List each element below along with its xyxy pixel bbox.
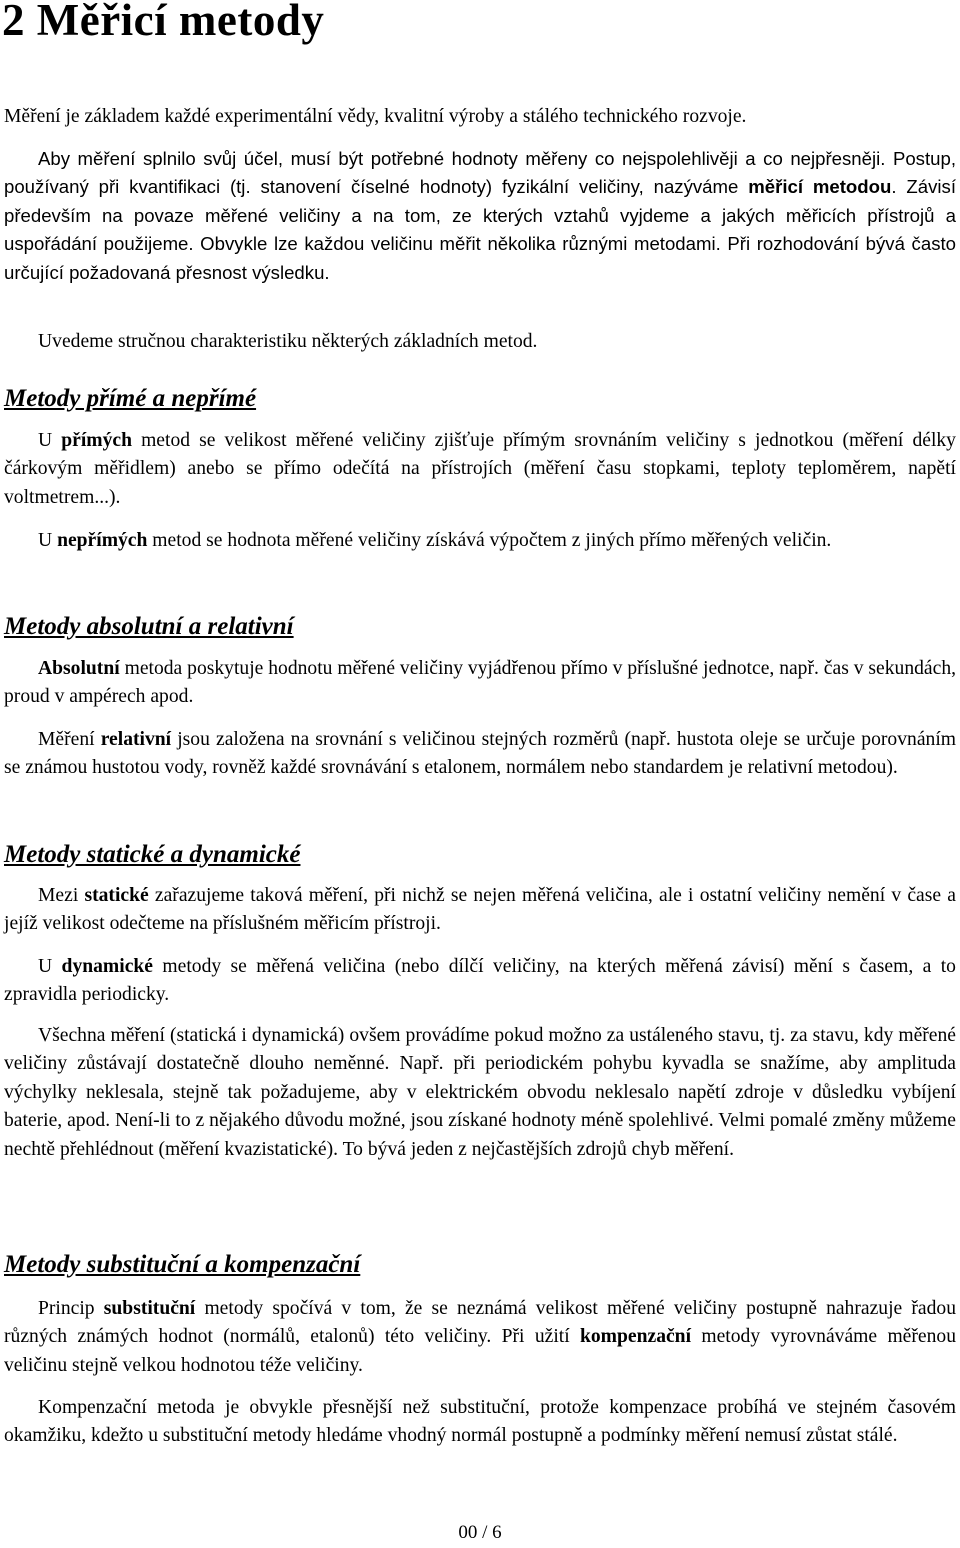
heading-substitution-compensation: Metody substituční a kompenzační xyxy=(4,1251,361,1278)
text: Všechna měření (statická i dynamická) ovšem provádíme pokud možno za ustáleného stavu, tj. za stavu, kdy měřené veličiny zůstávají dostatečně dlouho neměnné. Např. při periodickém pohybu kyvadla se snažíme, aby amplituda výchylky neklesala, stejně tak požadujeme, aby v elektrickém obvodu neklesalo napětí zdroje v důsledku vybíjení baterie, apod. Není-li to z nějakého důvodu možné, jsou získané hodnoty méně spolehlivé. Velmi pomalé změny můžeme nechtě přehlédnout (měření kvazistatické). To bývá jeden z nejčastějších zdrojů chyb měření. xyxy=(4,1025,956,1160)
intro-text: Aby měření splnilo svůj účel, musí být potřebné hodnoty měřeny co nejspolehlivěji a co nejpřesněji. Postup, používaný při kvantifikaci (tj. stanovení číselné hodnoty) fyzikální veličiny, nazýváme xyxy=(4,148,956,198)
intro-paragraph-2 xyxy=(4,145,956,287)
text: Kompenzační metoda je obvykle přesnější než substituční, protože kompenzace probíhá ve stejném časovém okamžiku, kdežto u substituční metody hledáme vhodný normál postupně a podmínky měření nemusí zůstat stálé. xyxy=(4,1397,956,1447)
text: Měření xyxy=(38,729,101,750)
intro-text: . Závisí především na povaze měřené veličiny a na tom, ze kterých vztahů vyjdeme a jakých měřicích přístrojů a uspořádání použijeme. Obvykle lze každou veličinu měřit několika různými metodami. Při rozhodování bývá často určující požadovaná přesnost výsledku. xyxy=(4,176,956,283)
text: U xyxy=(38,956,62,977)
term-indirect: nepřímých xyxy=(57,530,148,551)
intro-paragraph-1 xyxy=(4,103,956,131)
text: metod se velikost měřené veličiny zjišťuje přímým srovnáním veličiny s jednotkou (měření délky čárkovým měřidlem) anebo se přímo odečítá na přístrojích (měření času stopkami, teploty teploměrem, napětí voltmetrem...). xyxy=(4,430,956,508)
term-dynamic: dynamické xyxy=(61,956,153,977)
paragraph-indirect xyxy=(4,527,956,555)
paragraph-dynamic xyxy=(4,953,956,1010)
term-relative: relativní xyxy=(100,729,172,750)
term-compensation: kompenzační xyxy=(579,1326,692,1348)
page-title: 2 Měřicí metody xyxy=(2,0,325,45)
heading-absolute-relative: Metody absolutní a relativní xyxy=(4,613,294,640)
intro-text: Uvedeme stručnou charakteristiku některých základních metod. xyxy=(38,331,538,352)
intro-paragraph-3 xyxy=(4,328,956,356)
paragraph-static xyxy=(4,882,956,939)
term-measuring-method: měřicí metodou xyxy=(748,176,892,198)
paragraph-absolute xyxy=(4,655,956,712)
paragraph-compensation xyxy=(4,1394,956,1451)
page-number: 00 / 6 xyxy=(458,1522,502,1543)
text: metoda poskytuje hodnotu měřené veličiny vyjádřenou přímo v příslušné jednotce, např. čas v sekundách, proud v ampérech apod. xyxy=(4,658,957,708)
text: metody spočívá v tom, že se neznámá velikost měřené veličiny postupně nahrazuje řadou různých známých hodnot (normálů, etalonů) této veličiny. Při užití xyxy=(4,1298,956,1348)
text: zařazujeme taková měření, při nichž se nejen měřená veličina, ale i ostatní veličiny nemění v čase a jejíž velikost odečteme na příslušném měřicím přístroji. xyxy=(4,885,956,935)
term-direct: přímých xyxy=(61,430,132,451)
paragraph-direct xyxy=(4,427,956,512)
text: metody vyrovnáváme měřenou veličinu stejně velkou hodnotou téže veličiny. xyxy=(4,1326,956,1376)
text: metody se měřená veličina (nebo dílčí veličiny, na kterých měřená závisí) mění s časem, a to zpravidla periodicky. xyxy=(4,956,956,1006)
heading-direct-indirect: Metody přímé a nepřímé xyxy=(4,385,257,412)
paragraph-relative xyxy=(4,726,956,783)
text: metod se hodnota měřené veličiny získává výpočtem z jiných přímo měřených veličin. xyxy=(147,530,832,551)
term-absolute: Absolutní xyxy=(38,658,120,679)
text: U xyxy=(38,530,58,551)
paragraph-substitution xyxy=(4,1295,956,1380)
heading-static-dynamic: Metody statické a dynamické xyxy=(4,841,301,868)
text: Mezi xyxy=(38,885,85,906)
text: U xyxy=(38,430,62,451)
text: jsou založena na srovnání s veličinou stejných rozměrů (např. hustota oleje se určuje porovnáním se známou hustotou vody, rovněž každé srovnávání s etalonem, normálem nebo standardem je relativní metodou). xyxy=(4,729,956,779)
intro-text: Měření je základem každé experimentální vědy, kvalitní výroby a stálého technického rozvoje. xyxy=(4,106,747,127)
text: Princip xyxy=(38,1298,104,1319)
term-substitution: substituční xyxy=(103,1298,196,1319)
term-static: statické xyxy=(84,885,149,906)
paragraph-steady-state xyxy=(4,1022,956,1164)
